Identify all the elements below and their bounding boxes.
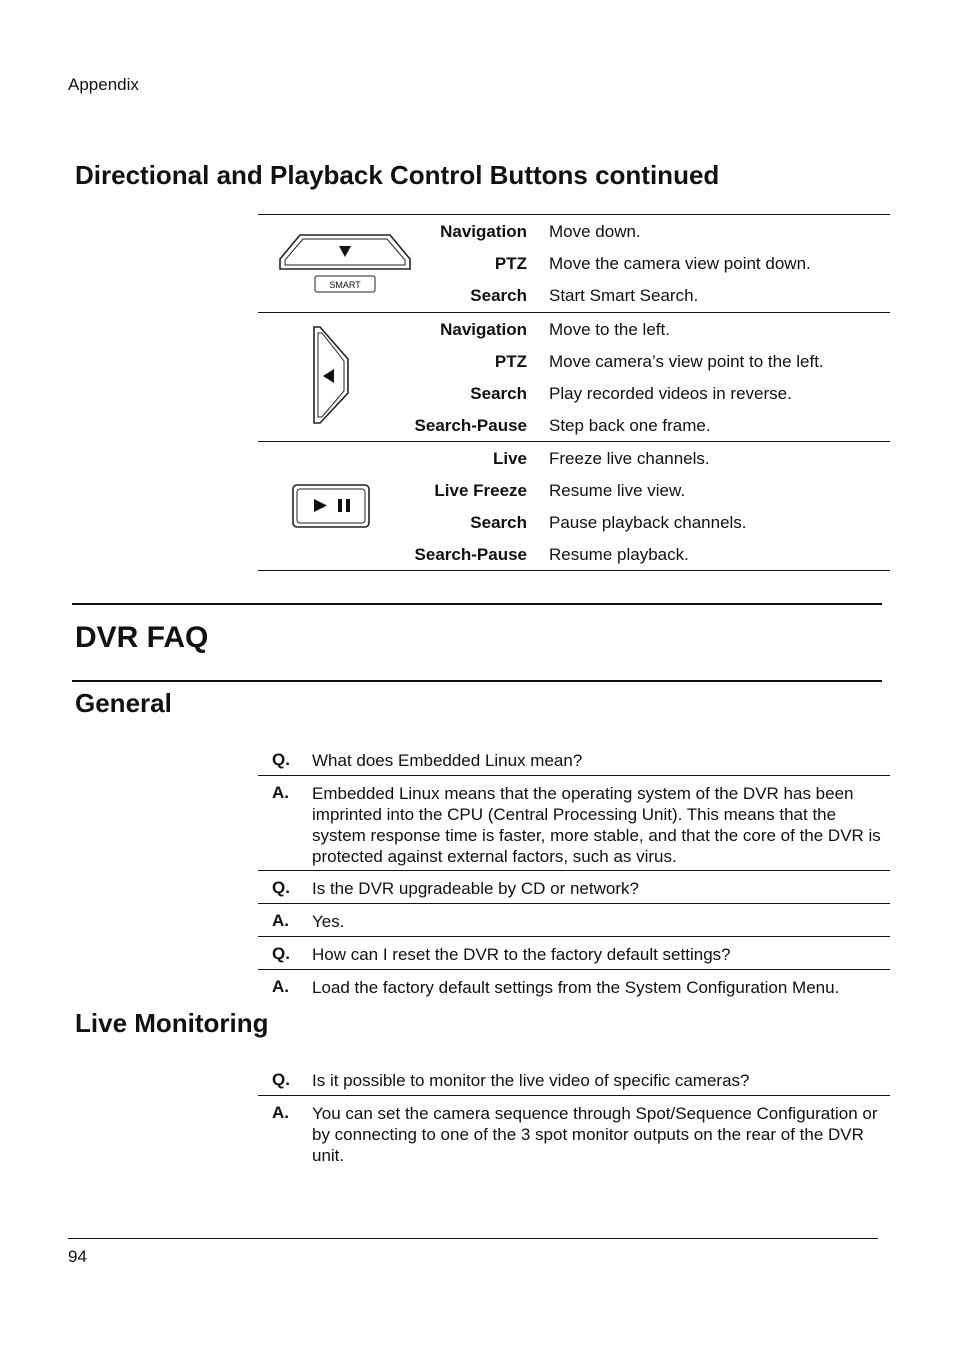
page-number: 94	[68, 1247, 87, 1266]
section-rule	[72, 680, 882, 682]
control-description: Move camera’s view point to the left.	[549, 352, 824, 371]
faq-mark: Q.	[272, 878, 290, 897]
faq-mark: A.	[272, 783, 289, 802]
faq-text: Embedded Linux means that the operating system of the DVR has been imprinted into the CPU (Central Processing Unit). This means that the system response time is faster, more stable, and that the core of the DVR is protected against external factors, such as virus.	[312, 784, 881, 866]
control-row	[258, 409, 890, 441]
subsection-title-general: General	[75, 688, 172, 718]
control-group-play-pause	[258, 442, 890, 570]
control-row	[258, 279, 890, 311]
table-rule	[258, 1095, 890, 1096]
control-mode: Live Freeze	[434, 481, 527, 500]
faq-text: You can set the camera sequence through Spot/Sequence Configuration or by connecting to one of the 3 spot monitor outputs on the rear of the DVR unit.	[312, 1104, 878, 1165]
faq-mark: Q.	[272, 1070, 290, 1089]
faq-text: How can I reset the DVR to the factory default settings?	[312, 945, 731, 964]
smart-label: SMART	[329, 280, 361, 290]
control-row	[258, 345, 890, 377]
control-description: Freeze live channels.	[549, 449, 710, 468]
control-description: Start Smart Search.	[549, 286, 699, 305]
section-rule	[72, 603, 882, 605]
control-mode: Search-Pause	[414, 545, 527, 564]
control-description: Play recorded videos in reverse.	[549, 384, 792, 403]
faq-text: Yes.	[312, 912, 345, 931]
control-row	[258, 215, 890, 247]
faq-mark: A.	[272, 1103, 289, 1122]
control-mode: Search-Pause	[414, 416, 527, 435]
subsection-title-live-monitoring: Live Monitoring	[75, 1008, 269, 1038]
table-rule	[258, 570, 890, 571]
table-rule	[258, 870, 890, 871]
control-mode: Live	[492, 449, 527, 468]
control-description: Step back one frame.	[549, 416, 711, 435]
faq-mark: Q.	[272, 944, 290, 963]
control-mode: PTZ	[494, 254, 527, 273]
faq-mark: A.	[272, 911, 289, 930]
control-description: Resume playback.	[549, 545, 689, 564]
chapter-title: DVR FAQ	[75, 621, 209, 654]
control-description: Move down.	[549, 222, 641, 241]
footer-rule	[68, 1238, 878, 1239]
table-rule	[258, 936, 890, 937]
control-row	[258, 506, 890, 538]
control-mode: Search	[470, 513, 527, 532]
control-row	[258, 377, 890, 409]
control-mode: Navigation	[440, 320, 527, 339]
table-rule	[258, 903, 890, 904]
faq-text: Load the factory default settings from the System Configuration Menu.	[312, 978, 840, 997]
control-mode: Navigation	[440, 222, 527, 241]
control-row	[258, 538, 890, 570]
faq-text: Is the DVR upgradeable by CD or network?	[312, 879, 639, 898]
table-rule	[258, 969, 890, 970]
control-mode: Search	[470, 286, 527, 305]
control-group-down	[258, 215, 890, 312]
control-description: Move to the left.	[549, 320, 670, 339]
control-row	[258, 474, 890, 506]
faq-mark: Q.	[272, 750, 290, 769]
control-row	[258, 313, 890, 345]
faq-text: What does Embedded Linux mean?	[312, 751, 583, 770]
table-rule	[258, 775, 890, 776]
faq-text: Is it possible to monitor the live video of specific cameras?	[312, 1071, 750, 1090]
control-description: Move the camera view point down.	[549, 254, 811, 273]
section-title-controls: Directional and Playback Control Buttons continued	[75, 160, 720, 190]
running-header: Appendix	[68, 75, 139, 94]
control-mode: PTZ	[494, 352, 527, 371]
control-mode: Search	[470, 384, 527, 403]
control-group-left	[258, 313, 890, 441]
control-row	[258, 247, 890, 279]
control-description: Resume live view.	[549, 481, 686, 500]
control-description: Pause playback channels.	[549, 513, 747, 532]
faq-mark: A.	[272, 977, 289, 996]
control-row	[258, 442, 890, 474]
